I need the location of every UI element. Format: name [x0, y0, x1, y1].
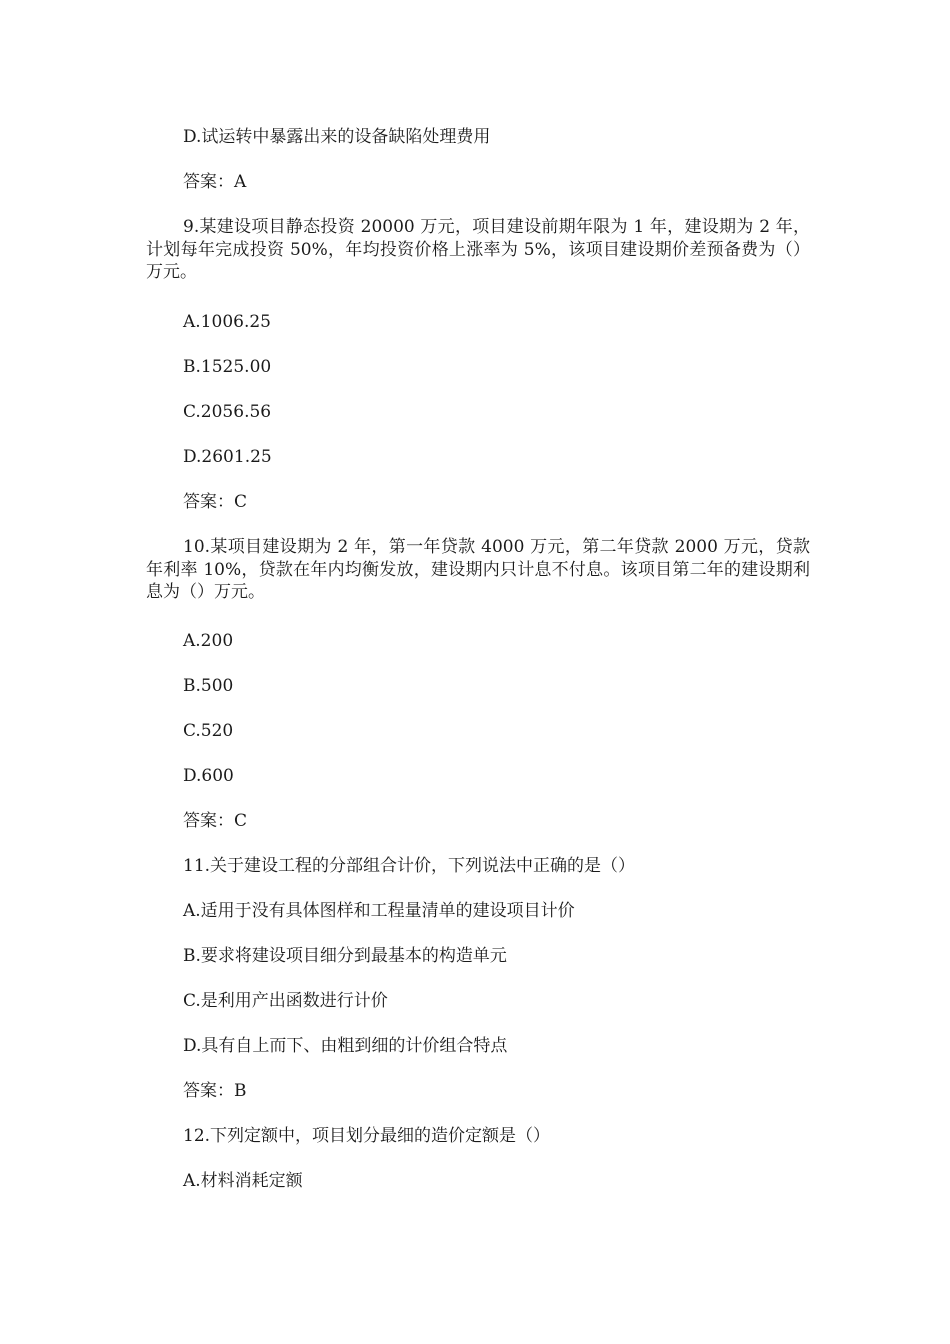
q11-option-b: B.要求将建设项目细分到最基本的构造单元 [183, 946, 507, 966]
q10-option-a: A.200 [183, 631, 234, 651]
q12-option-a: A.材料消耗定额 [183, 1171, 303, 1191]
q10-option-c: C.520 [183, 721, 234, 741]
q11-option-d: D.具有自上而下、由粗到细的计价组合特点 [183, 1036, 508, 1056]
q9-answer: 答案：C [183, 492, 248, 512]
q8-answer: 答案：A [183, 172, 247, 192]
q9-option-c: C.2056.56 [183, 402, 272, 422]
q11-answer: 答案：B [183, 1081, 247, 1101]
q10-stem: 10.某项目建设期为 2 年，第一年贷款 4000 万元，第二年贷款 2000 万元，贷款年利率 10%，贷款在年内均衡发放，建设期内只计息不付息。该项目第二年的建设期利息为（）万元。 [146, 537, 810, 602]
q9-option-d: D.2601.25 [183, 447, 272, 467]
q9-option-b: B.1525.00 [183, 357, 272, 377]
q9-stem: 9.某建设项目静态投资 20000 万元，项目建设前期年限为 1 年，建设期为 2 年，计划每年完成投资 50%，年均投资价格上涨率为 5%，该项目建设期价差预备费为（）万元。 [146, 217, 810, 282]
q9-option-a: A.1006.25 [183, 312, 271, 332]
q10-option-b: B.500 [183, 676, 234, 696]
q11-option-c: C.是利用产出函数进行计价 [183, 991, 388, 1011]
q12-stem: 12.下列定额中，项目划分最细的造价定额是（） [183, 1126, 551, 1146]
q10-option-d: D.600 [183, 766, 234, 786]
q11-stem: 11.关于建设工程的分部组合计价，下列说法中正确的是（） [183, 856, 636, 876]
q11-option-a: A.适用于没有具体图样和工程量清单的建设项目计价 [183, 901, 575, 921]
q8-option-d: D.试运转中暴露出来的设备缺陷处理费用 [183, 127, 491, 147]
q10-answer: 答案：C [183, 811, 248, 831]
